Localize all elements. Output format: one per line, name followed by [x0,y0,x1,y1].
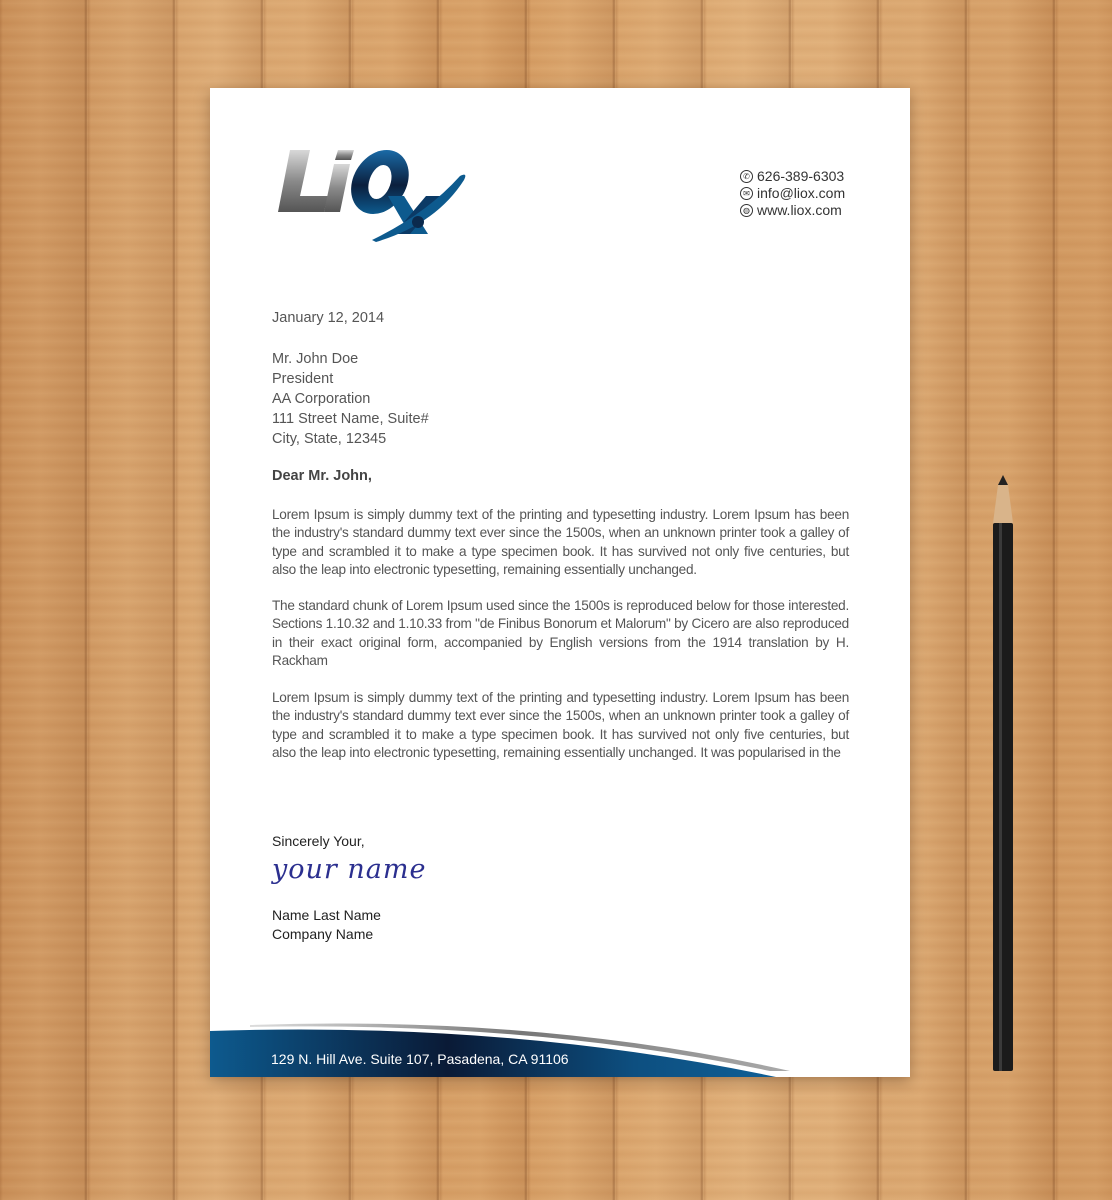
sender-block [272,906,381,944]
contact-email[interactable]: info@liox.com [757,185,846,201]
sender-name: Name Last Name [272,907,381,923]
contact-website[interactable]: www.liox.com [757,202,842,218]
recipient-street: 111 Street Name, Suite# [272,411,429,427]
recipient-city: City, State, 12345 [272,431,387,447]
letter-date: January 12, 2014 [272,310,385,326]
recipient-company: AA Corporation [272,391,371,407]
footer-band [210,1017,910,1077]
contact-info [740,168,845,219]
body-paragraph: Lorem Ipsum is simply dummy text of the printing and typesetting industry. Lorem Ipsum has been the industry's standard dummy text ever since the 1500s, when an unknown printer took a galley of type and scrambled it to make a type specimen book. It has survived not only five centuries, but also the leap into electronic typesetting, remaining essentially unchanged. It was popularised in the [272,690,849,760]
sender-company: Company Name [272,926,374,942]
footer-address: 129 N. Hill Ave. Suite 107, Pasadena, CA 91106 [271,1051,569,1067]
recipient-address [272,349,429,449]
phone-icon: ✆ [740,170,753,183]
pencil [990,475,1016,1073]
letterhead-paper [210,88,910,1077]
signature: your name [272,854,427,885]
recipient-name: Mr. John Doe [272,351,359,367]
greeting: Dear Mr. John, [272,468,372,484]
recipient-title: President [272,371,334,387]
liox-logo [276,144,476,249]
closing: Sincerely Your, [272,833,365,849]
footer-swoosh [210,1017,910,1077]
body-paragraph: Lorem Ipsum is simply dummy text of the printing and typesetting industry. Lorem Ipsum has been the industry's standard dummy text ever since the 1500s, when an unknown printer took a galley of type and scrambled it to make a type specimen book. It has survived not only five centuries, but also the leap into electronic typesetting, remaining essentially unchanged. [272,507,849,577]
body-paragraph: The standard chunk of Lorem Ipsum used since the 1500s is reproduced below for those interested. Sections 1.10.32 and 1.10.33 from "de Finibus Bonorum et Malorum" by Cicero are also reproduced in their exact original form, accompanied by English versions from the 1914 translation by H. Rackham [272,598,849,668]
email-icon: ✉ [740,187,753,200]
globe-icon: ◍ [740,204,753,217]
contact-phone: 626-389-6303 [757,168,845,184]
